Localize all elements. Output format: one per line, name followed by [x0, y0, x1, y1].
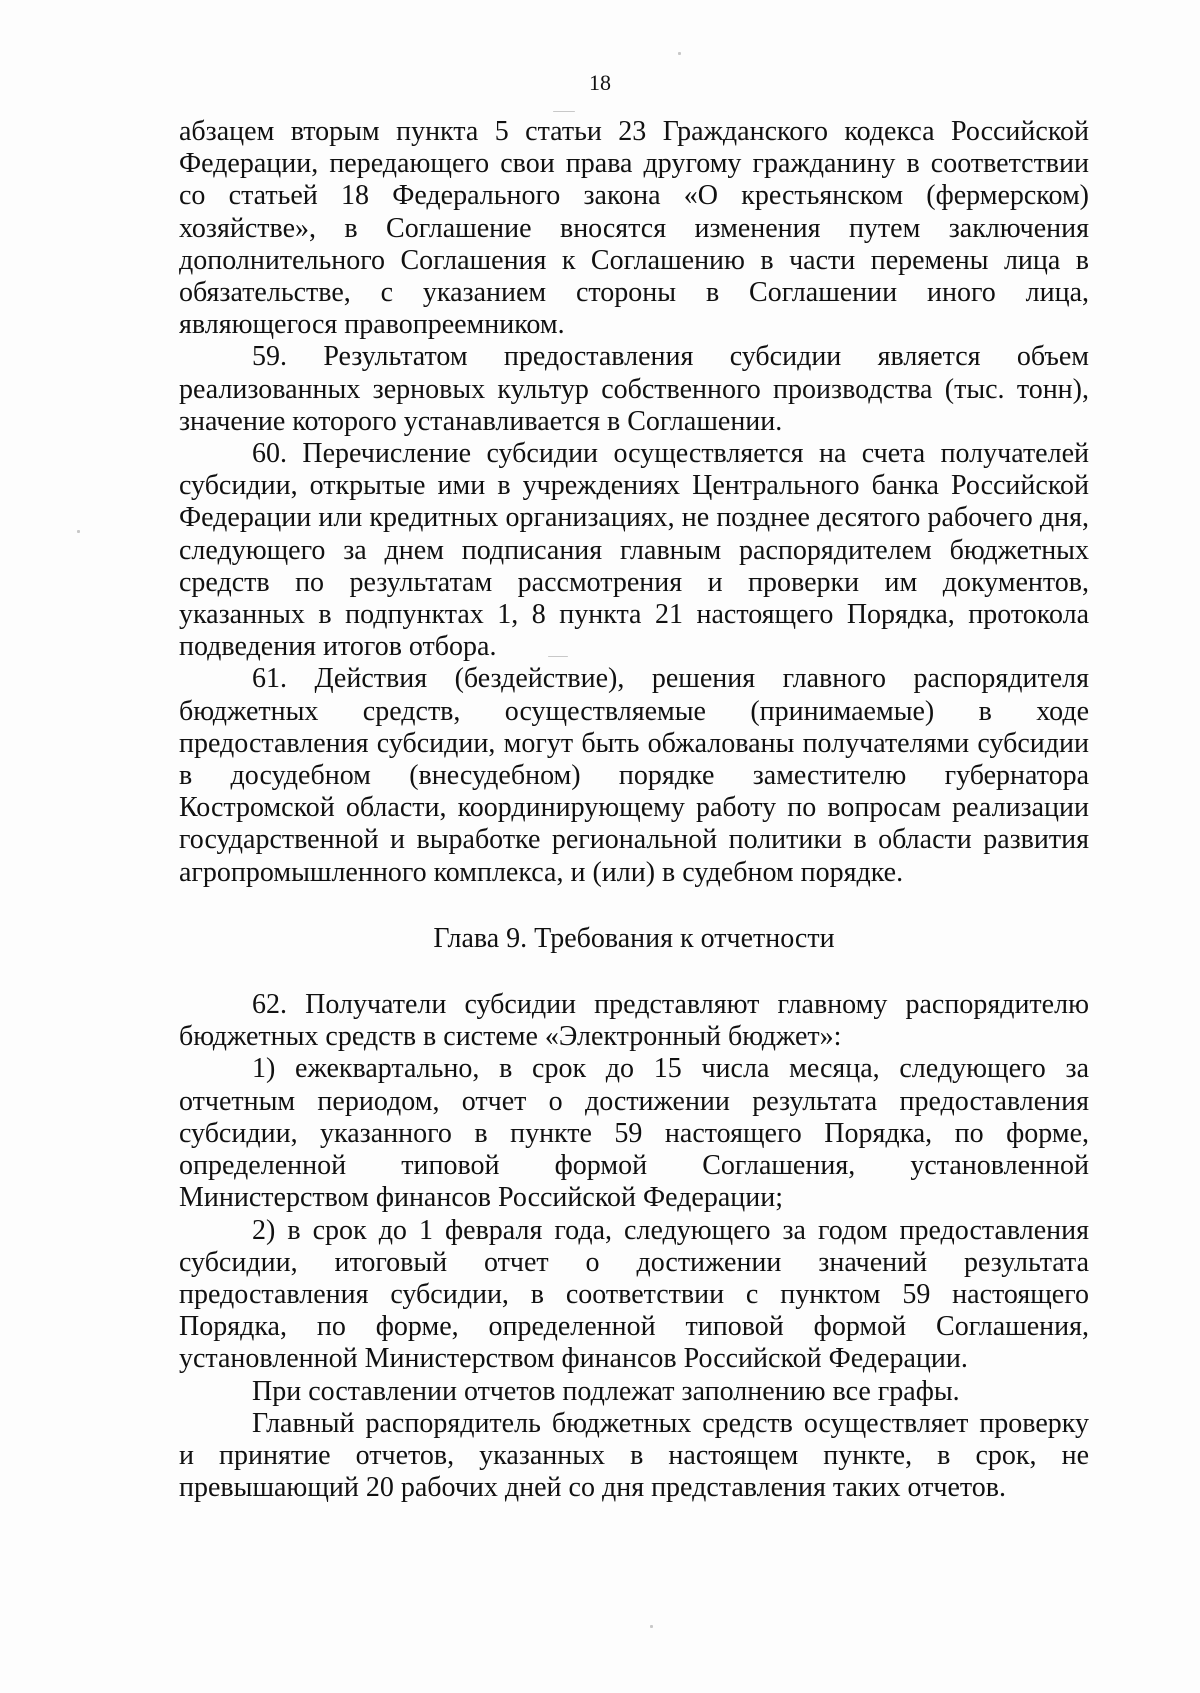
paragraph-61: 61. Действия (бездействие), решения главного распорядителя бюджетных средств, осуществляемые (принимаемые) в ходе предоставления субсидии, могут быть обжалованы получателями субсидии в досудебном (внесудебном) порядке заместителю губернатора Костромской области, координирующему работу по вопросам реализации государственной и выработке региональной политики в области развития агропромышленного комплекса, и (или) в судебном порядке.	[179, 663, 1089, 888]
scan-speck	[650, 1625, 653, 1628]
document-body	[179, 116, 1089, 1504]
paragraph-59: 59. Результатом предоставления субсидии является объем реализованных зерновых культур собственного производства (тыс. тонн), значение которого устанавливается в Соглашении.	[179, 341, 1089, 437]
page-number: 18	[589, 70, 611, 95]
paragraph-review-reports: Главный распорядитель бюджетных средств осуществляет проверку и принятие отчетов, указанных в настоящем пункте, в срок, не превышающий 20 рабочих дней со дня представления таких отчетов.	[179, 1407, 1089, 1504]
chapter-heading: Глава 9. Требования к отчетности	[433, 922, 835, 954]
scan-speck	[77, 530, 80, 533]
paragraph-fill-all-columns: При составлении отчетов подлежат заполнению все графы.	[252, 1375, 960, 1407]
subparagraph-2: 2) в срок до 1 февраля года, следующего за годом предоставления субсидии, итоговый отчет о достижении значений результата предоставления субсидии, в соответствии с пунктом 59 настоящего Порядка, по форме, определенной типовой формой Соглашения, установленной Министерством финансов Российской Федерации.	[179, 1214, 1089, 1375]
paragraph-60: 60. Перечисление субсидии осуществляется на счета получателей субсидии, открытые ими в учреждениях Центрального банка Российской Федерации или кредитных организациях, не позднее десятого рабочего дня, следующего за днем подписания главным распорядителем бюджетных средств по результатам рассмотрения и проверки им документов, указанных в подпунктах 1, 8 пункта 21 настоящего Порядка, протокола подведения итогов отбора.	[179, 438, 1089, 663]
scan-speck	[678, 52, 681, 55]
subparagraph-1: 1) ежеквартально, в срок до 15 числа месяца, следующего за отчетным периодом, отчет о достижении результата предоставления субсидии, указанного в пункте 59 настоящего Порядка, по форме, определенной типовой формой Соглашения, установленной Министерством финансов Российской Федерации;	[179, 1053, 1089, 1214]
paragraph-62: 62. Получатели субсидии представляют главному распорядителю бюджетных средств в системе «Электронный бюджет»:	[179, 989, 1089, 1053]
paragraph-continuation: абзацем вторым пункта 5 статьи 23 Гражданского кодекса Российской Федерации, передающего свои права другому гражданину в соответствии со статьей 18 Федерального закона «О крестьянском (фермерском) хозяйстве», в Соглашение вносятся изменения путем заключения дополнительного Соглашения к Соглашению в части перемены лица в обязательстве, с указанием стороны в Соглашении иного лица, являющегося правопреемником.	[179, 116, 1089, 341]
scan-speck	[553, 111, 575, 112]
